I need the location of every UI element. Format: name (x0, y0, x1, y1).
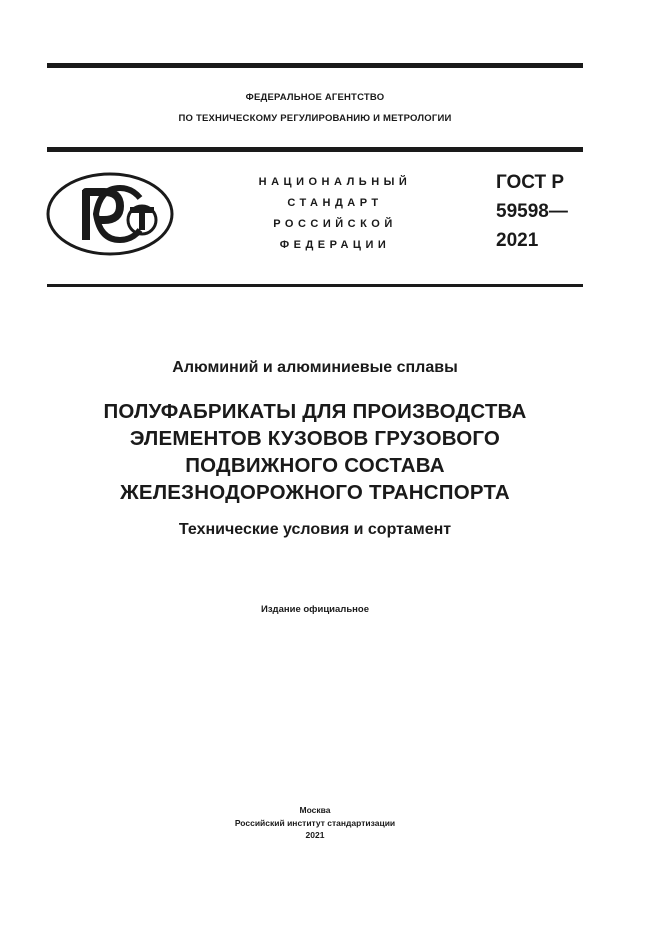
imprint (47, 804, 583, 842)
imprint-publisher: Российский институт стандартизации (234, 817, 396, 828)
national-line: СТАНДАРТ (287, 197, 383, 209)
national-line: НАЦИОНАЛЬНЫЙ (258, 176, 412, 188)
document-subtitle: Алюминий и алюминиевые сплавы (172, 359, 458, 376)
gost-designation (496, 168, 568, 255)
agency-line-2: ПО ТЕХНИЧЕСКОМУ РЕГУЛИРОВАНИЮ И МЕТРОЛОГИИ (178, 113, 452, 124)
imprint-city: Москва (299, 805, 331, 815)
imprint-year: 2021 (305, 830, 325, 840)
national-line: РОССИЙСКОЙ (273, 218, 397, 230)
top-rule (47, 63, 583, 68)
rst-certification-mark-icon (46, 172, 174, 256)
edition-label: Издание официальное (261, 604, 369, 615)
gost-line: 59598— (496, 201, 568, 222)
gost-line: ГОСТ Р (496, 172, 565, 193)
title-line: ПОДВИЖНОГО СОСТАВА (185, 454, 445, 477)
bottom-rule (47, 284, 583, 287)
middle-rule (47, 147, 583, 152)
title-line: ЭЛЕМЕНТОВ КУЗОВОВ ГРУЗОВОГО (129, 427, 501, 450)
national-standard-label (240, 172, 430, 256)
title-line: ПОЛУФАБРИКАТЫ ДЛЯ ПРОИЗВОДСТВА (103, 400, 527, 423)
national-line: ФЕДЕРАЦИИ (279, 239, 391, 251)
gost-line: 2021 (496, 230, 539, 251)
document-conditions: Технические условия и сортамент (178, 521, 452, 538)
agency-line-1: ФЕДЕРАЛЬНОЕ АГЕНТСТВО (245, 92, 385, 103)
document-title (47, 398, 583, 506)
title-line: ЖЕЛЕЗНОДОРОЖНОГО ТРАНСПОРТА (120, 481, 510, 504)
